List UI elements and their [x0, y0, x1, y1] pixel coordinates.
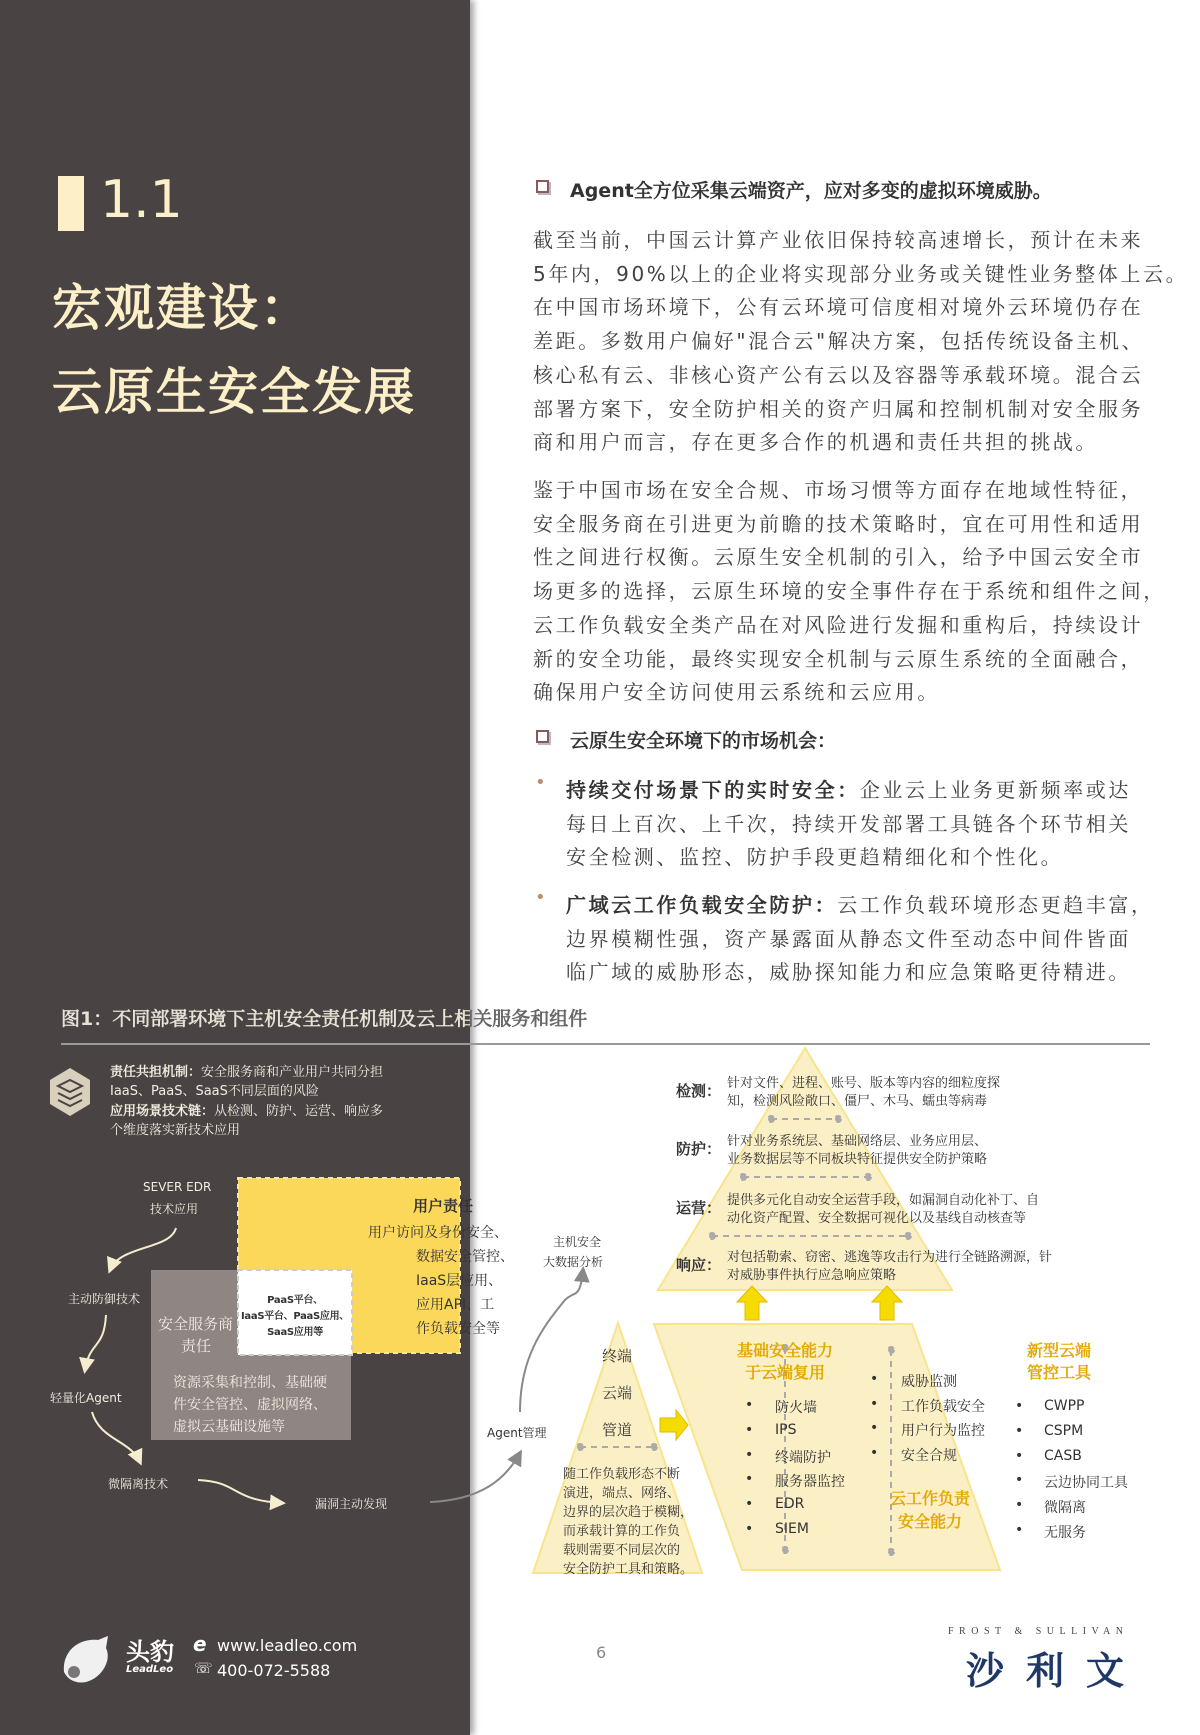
user-resp-line: IaaS层应用、	[416, 1273, 503, 1289]
flow-arrow	[110, 1228, 176, 1270]
bullet-dot-icon: •	[870, 1444, 879, 1461]
paragraph-line: 安全服务商在引进更为前瞻的技术策略时，宜在可用性和适用	[533, 511, 1144, 536]
pyramid-note: 安全防护工具和策略。	[563, 1562, 694, 1577]
paragraph-line: 云工作负载安全类产品在对风险进行发掘和重构后，持续设计	[533, 612, 1144, 637]
flow-vuln-discovery: 漏洞主动发现	[315, 1497, 388, 1511]
bullet-dot-icon: •	[1015, 1472, 1024, 1489]
shared-resp-line: IaaS平台、PaaS应用、	[241, 1311, 349, 1322]
pyramid-text: 提供多元化自动安全运营手段，如漏洞自动化补丁、自	[727, 1193, 1040, 1208]
paragraph-line: 确保用户安全访问使用云系统和云应用。	[533, 680, 940, 705]
pyramid-layer: 终端	[602, 1347, 633, 1365]
list-item: 微隔离	[1044, 1500, 1086, 1517]
list-item: 用户行为监控	[901, 1423, 985, 1439]
bullet-text: 云工作负载环境形态更趋丰富，	[837, 893, 1154, 917]
bullet-dot-icon: •	[745, 1446, 754, 1463]
paragraph-line: 5年内，90%以上的企业将实现部分业务或关键性业务整体上云。	[533, 261, 1189, 286]
user-resp-line: 应用API、工	[416, 1297, 495, 1313]
pyramid-label: 防护：	[676, 1140, 722, 1158]
pyramid-text: 业务数据层等不同板块特征提供安全防护策略	[727, 1152, 988, 1167]
vendor-resp-line: 虚拟云基础设施等	[173, 1419, 285, 1435]
flow-light-agent: 轻量化Agent	[50, 1391, 122, 1405]
col-title: 基础安全能力	[737, 1341, 834, 1360]
list-item: SIEM	[775, 1521, 809, 1537]
vendor-resp-line: 资源采集和控制、基础硬	[173, 1375, 327, 1391]
flow-sever-edr: SEVER EDR	[143, 1180, 212, 1194]
user-resp-line: 作负载安全等	[416, 1321, 500, 1337]
pyramid-text: 动化资产配置、安全数据可视化以及基线自动核查等	[727, 1211, 1027, 1226]
page-number: 6	[596, 1643, 607, 1662]
list-item: 威胁监测	[901, 1374, 957, 1390]
bullet-line: 边界模糊性强，资产暴露面从静态文件至动态中间件皆面	[566, 926, 1131, 951]
shared-resp-line: PaaS平台、	[267, 1295, 323, 1306]
flow-host-security: 主机安全	[553, 1235, 602, 1249]
pyramid-label: 响应：	[676, 1256, 722, 1274]
bullet-title: 持续交付场景下的实时安全：	[566, 778, 860, 802]
pyramid-note: 载则需要不同层次的	[563, 1543, 681, 1558]
flow-big-data: 大数据分析	[543, 1255, 604, 1269]
user-resp-line: 数据安全管控、	[416, 1249, 514, 1265]
paragraph-line: 截至当前，中国云计算产业依旧保持较高速增长，预计在未来	[533, 228, 1144, 252]
flow-agent-mgmt: Agent管理	[487, 1426, 547, 1440]
bullet-dot-icon: •	[870, 1395, 879, 1412]
footer-website[interactable]: www.leadleo.com	[217, 1636, 358, 1655]
footer-brand: 头豹	[126, 1638, 174, 1666]
list-item: CWPP	[1044, 1398, 1085, 1414]
intro-line4: 个维度落实新技术应用	[110, 1123, 241, 1138]
vendor-resp-line: 件安全管控、虚拟网络、	[173, 1397, 327, 1413]
list-item: CSPM	[1044, 1422, 1084, 1439]
intro-line3	[110, 1100, 383, 1119]
figure-title: 图1：不同部署环境下主机安全责任机制及云上相关服务和组件	[61, 1004, 587, 1031]
pyramid-layer: 管道	[602, 1421, 633, 1439]
flow-arrow	[85, 1315, 106, 1370]
bullet-dot-icon: •	[1015, 1497, 1024, 1514]
paragraph-line: 在中国市场环境下，公有云环境可信度相对境外云环境仍存在	[533, 295, 1144, 320]
flow-arrow	[430, 1453, 520, 1502]
col-title: 管控工具	[1027, 1363, 1092, 1382]
intro-label: 应用场景技术链：	[110, 1104, 215, 1119]
paragraph-line: 场更多的选择，云原生环境的安全事件存在于系统和组件之间，	[533, 579, 1166, 604]
pyramid-note: 边界的层次趋于模糊，	[563, 1505, 694, 1520]
paragraph-line: 部署方案下，安全防护相关的资产归属和控制机制对安全服务	[533, 396, 1144, 421]
phone-icon: ☏	[194, 1659, 213, 1677]
flow-micro-isolation: 微隔离技术	[108, 1477, 169, 1491]
paragraph-line: 商和用户而言，存在更多合作的机遇和责任共担的挑战。	[533, 430, 1098, 455]
section-title-line2: 云原生安全发展	[52, 363, 416, 421]
list-item: CASB	[1044, 1447, 1082, 1464]
paragraph-line: 新的安全功能，最终实现安全机制与云原生系统的全面融合，	[533, 646, 1144, 671]
pyramid-text: 知，检测风险敞口、僵尸、木马、蠕虫等病毒	[727, 1094, 988, 1109]
web-icon: e	[193, 1632, 207, 1656]
partner-cn: 沙利文	[966, 1649, 1147, 1693]
vendor-resp-title2: 责任	[181, 1337, 212, 1355]
list-item: IPS	[775, 1421, 797, 1438]
pyramid-text: 针对文件、进程、账号、版本等内容的细粒度探	[727, 1076, 1001, 1091]
pyramid-label: 检测：	[676, 1082, 722, 1100]
intro-label: 责任共担机制：	[110, 1065, 202, 1080]
user-resp-title: 用户责任	[413, 1197, 474, 1215]
bullet-dot-icon: •	[535, 887, 546, 908]
list-item: 服务器监控	[775, 1474, 845, 1491]
list-item: 安全合规	[901, 1447, 957, 1464]
col-title: 云工作负责	[890, 1489, 971, 1508]
shared-resp-line: SaaS应用等	[267, 1327, 323, 1338]
flow-arrow	[520, 1270, 583, 1412]
intro-line1	[110, 1061, 383, 1080]
intro-line2: IaaS、PaaS、SaaS不同层面的风险	[110, 1084, 319, 1099]
list-item: 终端防护	[775, 1449, 831, 1466]
bullet-dot-icon: •	[745, 1421, 754, 1438]
flow-arrow	[198, 1480, 282, 1503]
leadleo-logo-icon	[58, 1632, 114, 1688]
bullet-dot-icon: •	[745, 1521, 754, 1537]
list-item: EDR	[775, 1496, 805, 1513]
section-title-line1: 宏观建设：	[52, 279, 312, 337]
footer-brand-en: LeadLeo	[126, 1664, 174, 1675]
bullet-dot-icon: •	[1015, 1522, 1024, 1538]
pyramid-text: 对包括勒索、窃密、逃逸等攻击行为进行全链路溯源，针	[727, 1250, 1053, 1265]
right-arrow-icon	[660, 1410, 688, 1440]
section1-heading: Agent全方位采集云端资产，应对多变的虚拟环境威胁。	[570, 180, 1052, 202]
up-arrow-icon	[737, 1286, 767, 1320]
bullet-line: 临广域的威胁形态，威胁探知能力和应急策略更待精进。	[566, 960, 1131, 984]
paragraph-line: 核心私有云、非核心资产公有云以及容器等承载环境。混合云	[533, 362, 1144, 387]
flow-tech-app: 技术应用	[150, 1202, 199, 1216]
col-title: 于云端复用	[745, 1363, 826, 1382]
pyramid-note: 而承载计算的工作负	[563, 1524, 681, 1539]
list-item: 无服务	[1044, 1525, 1086, 1541]
flow-arrow	[92, 1412, 140, 1462]
up-arrow-icon	[872, 1286, 902, 1320]
pyramid-text: 对威胁事件执行应急响应策略	[727, 1268, 897, 1283]
footer-phone: 400-072-5588	[217, 1661, 331, 1680]
list-item: 防火墙	[775, 1400, 817, 1416]
bullet-dot-icon: •	[1015, 1398, 1024, 1414]
intro-text: 从检测、防护、运营、响应多	[214, 1104, 384, 1119]
bullet-title: 广域云工作负载安全防护：	[566, 893, 838, 917]
flow-active-defense: 主动防御技术	[68, 1292, 141, 1306]
pyramid-text: 针对业务系统层、基础网络层、业务应用层、	[727, 1134, 988, 1149]
pyramid-layer: 云端	[602, 1384, 633, 1402]
paragraph-line: 性之间进行权衡。云原生安全机制的引入，给予中国云安全市	[533, 545, 1144, 570]
user-resp-line: 用户访问及身份安全、	[368, 1225, 508, 1241]
bullet-dot-icon: •	[745, 1397, 754, 1413]
bullet-line: 每日上百次、上千次，持续开发部署工具链各个环节相关	[566, 811, 1131, 836]
bullet-dot-icon: •	[535, 772, 546, 793]
bullet-line: 安全检测、监控、防护手段更趋精细化和个性化。	[566, 845, 1064, 869]
bullet-dot-icon: •	[745, 1471, 754, 1488]
col-title: 新型云端	[1027, 1341, 1092, 1360]
vendor-resp-title: 安全服务商	[158, 1315, 234, 1333]
list-item: 工作负载安全	[901, 1398, 985, 1415]
pyramid-label: 运营：	[676, 1199, 722, 1217]
bullet-dot-icon: •	[1015, 1422, 1024, 1439]
bullet-dot-icon: •	[1015, 1447, 1024, 1464]
bullet-text: 企业云上业务更新频率或达	[859, 778, 1132, 802]
bullet-dot-icon: •	[870, 1420, 879, 1436]
section-number: 1.1	[100, 170, 183, 230]
bullet-dot-icon: •	[745, 1496, 754, 1513]
section2-heading: 云原生安全环境下的市场机会：	[570, 730, 837, 752]
pyramid-note: 随工作负载形态不断	[563, 1467, 681, 1482]
paragraph-line: 差距。多数用户偏好"混合云"解决方案，包括传统设备主机、	[533, 329, 1145, 354]
bullet-dot-icon: •	[870, 1371, 879, 1387]
list-item: 云边协同工具	[1044, 1475, 1128, 1492]
partner-en: FROST & SULLIVAN	[948, 1626, 1129, 1637]
col-title: 安全能力	[898, 1512, 963, 1531]
pyramid-note: 演进，端点、网络、	[563, 1486, 681, 1501]
intro-text: 安全服务商和产业用户共同分担	[201, 1065, 384, 1080]
paragraph-line: 鉴于中国市场在安全合规、市场习惯等方面存在地域性特征，	[533, 478, 1144, 502]
